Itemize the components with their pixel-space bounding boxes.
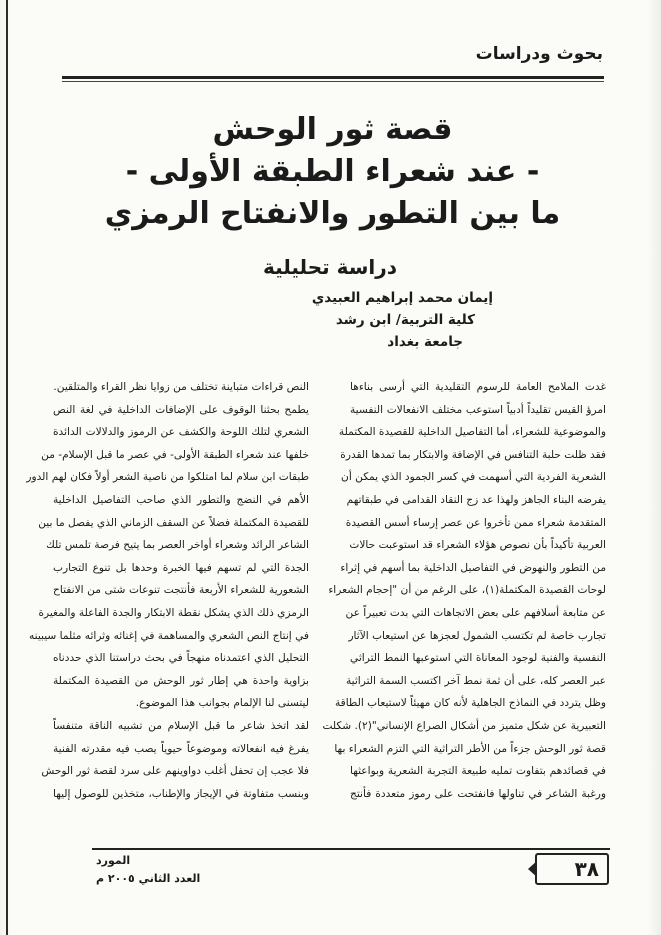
- body-line: التحليل الذي اعتمدناه منهجاً في بحث دراستنا الذي حددناه: [53, 652, 309, 665]
- body-column-right: [322, 376, 606, 805]
- body-line: من التطور والنهوض في التفاصيل الداخلية بما أسهم في إثراء: [340, 561, 606, 574]
- body-line: ليتسنى لنا الإلمام بجوانب هذا الموضوع.: [135, 697, 309, 710]
- body-line: خلفها عند شعراء الطبقة الأولى- في عصر ما قبل الإسلام- من: [41, 448, 309, 461]
- body-line: في إنتاج النص الشعري والمساهمة في إغنائه وثرائه مثلما سيبينه: [28, 629, 309, 642]
- body-line: لوحات القصيدة المكتملة(١)، على الرغم من أن "إحجام الشعراء: [328, 584, 606, 597]
- body-line: النفسية والفنية لوجود المعاناة التي استوعبها النمط التراثي: [350, 652, 606, 665]
- header-rule: [62, 76, 604, 79]
- footer-issue: العدد الثاني ٢٠٠٥ م: [96, 872, 201, 885]
- article-title-line-1: قصة ثور الوحش: [212, 112, 453, 147]
- page-number-box: [535, 853, 609, 885]
- body-line: وبنسب متفاوتة في الإيجاز والإطناب، متخذين للوصول إليها: [53, 787, 309, 800]
- body-line: للقصيدة المكتملة فضلاً عن السقف الزماني الذي يفصل ما بين: [38, 516, 309, 529]
- body-line: الشاعر الرائد وشعراء أواخر العصر بما يتيح فرصة تلمس تلك: [46, 539, 309, 552]
- body-line: الشعري لتلك اللوحة والكشف عن الرموز والدلالات الدائدة: [53, 426, 309, 439]
- scan-edge-bar: [6, 0, 8, 935]
- footer-magazine-name: المورد: [96, 854, 131, 867]
- body-line: المتقدمة شعراء ممن تأخروا عن عصر إرساء أسس القصيدة: [345, 516, 606, 529]
- author-university: جامعة بغداد: [387, 334, 463, 350]
- body-line: فقد ظلت حلبة التنافس في الإضافة والابتكار بما تمدها القدرة: [340, 448, 606, 461]
- body-line: عن متابعة أسلافهم على بعض الاتجاهات التي بدت تعبيراً عن: [345, 606, 606, 619]
- body-line: لقد اتخذ شاعر ما قبل الإسلام من تشبيه الناقة متنفساً: [53, 719, 309, 732]
- body-line: العربية تأكيداً بأن نصوص هؤلاء الشعراء قد استوعبت حالات: [349, 539, 606, 552]
- body-line: امرؤ القيس تقليداً أدبياً استوعب مختلف الانفعالات النفسية: [350, 403, 606, 416]
- body-line: عبر العصر كله، على أن ثمة نمط آخر اكتسب السمة التراثية: [345, 674, 606, 687]
- body-line: طبقات ابن سلام لما امتلكوا من ناصية الشعر أولاً فكان لهم الدور: [26, 471, 309, 484]
- body-line: بزاوية واحدة هي إطار ثور الوحش من القصيدة المكتملة: [53, 674, 309, 687]
- page-number: ٣٨: [574, 857, 599, 881]
- body-line: في قصائدهم بتفاوت تمليه طبيعة التجربة الشعرية وبواعثها: [350, 765, 606, 778]
- body-line: وظل يتردد في النماذج الجاهلية لأنه كان مهيئاً لاستيعاب الطاقة: [334, 697, 606, 710]
- body-line: قصة ثور الوحش جزءاً من الأطر التراثية التي التزم الشعراء بها: [334, 742, 606, 755]
- body-line: يفرضه البناء الجاهز ولهذا عد زج النقاد القدامى في طبقاتهم: [346, 493, 606, 506]
- article-subtitle: دراسة تحليلية: [262, 255, 398, 279]
- body-line: تجارب خاصة لم تكتسب الشمول لعجزها عن استيعاب الآثار: [348, 629, 606, 642]
- body-line: والموضوعية للشعراء، أما التفاصيل الداخلية للقصيدة المكتملة: [338, 426, 606, 439]
- body-line: ورغبة الشاعر في تناولها فانفتحت على رموز متعددة فأنتج: [350, 787, 606, 800]
- header-rule-thin: [62, 81, 604, 82]
- article-title-line-3: ما بين التطور والانفتاح الرمزي: [104, 196, 561, 231]
- body-line: غدت الملامح العامة للرسوم التقليدية التي أرسى بناءها: [350, 381, 606, 393]
- section-heading: بحوث ودراسات: [475, 44, 603, 64]
- footer-rule: [92, 848, 610, 850]
- author-college: كلية التربية/ ابن رشد: [335, 312, 475, 328]
- body-line: يفرغ فيه انفعالاته وموضوعاً حيوياً يصب فيه مقدرته الفنية: [53, 742, 309, 755]
- body-line: الشعورية للشعراء الأربعة فأنتجت تنوعات شتى من الانفتاح: [53, 584, 309, 597]
- body-line: الجدة التي لم تسهم فيها الخبرة وحدها بل تنوع التجارب: [53, 561, 309, 574]
- body-line: الأهم في النضج والتطور الذي صاحب التفاصيل الداخلية: [53, 493, 309, 506]
- author-name: إيمان محمد إبراهيم العبيدي: [311, 290, 493, 306]
- body-line: الرمزي ذلك الذي يشكل نقطة الابتكار والجدة الفاعلة والمغيرة: [38, 606, 309, 619]
- body-line: يطمح بحثنا الوقوف على الإضافات الداخلية في لغة النص: [53, 403, 309, 416]
- body-line: النص قراءات متباينة تختلف من زوايا نظر القراء والمتلقين.: [53, 381, 309, 393]
- body-line: الشعرية الفردية التي أسهمت في كسر الجمود الذي يمكن أن: [341, 471, 606, 484]
- body-line: فلا عجب إن تحفل أغلب دواوينهم على سرد لقصة ثور الوحش: [41, 765, 309, 778]
- body-column-left: [26, 376, 309, 805]
- body-line: التعبيرية عن شكل متميز من أشكال الصراع الإنساني"(٢). شكلت: [322, 719, 606, 732]
- article-title-line-2: - عند شعراء الطبقة الأولى -: [125, 154, 540, 189]
